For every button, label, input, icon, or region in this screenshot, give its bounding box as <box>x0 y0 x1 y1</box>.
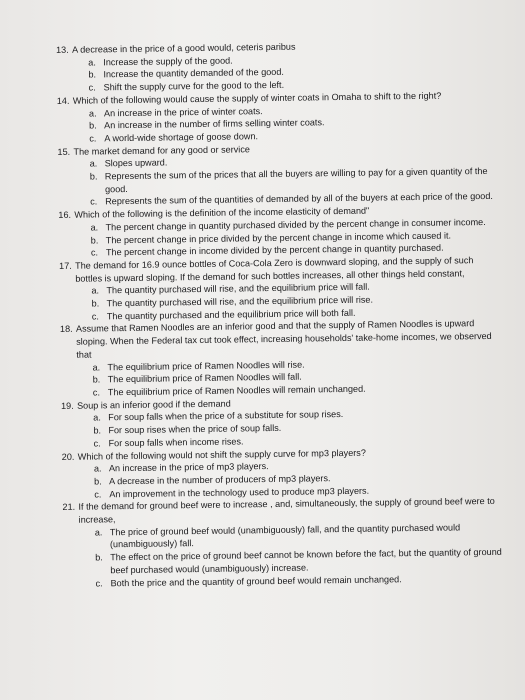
question-text: A decrease in the price of a good would, ceteris paribus <box>72 41 296 55</box>
question-text: Which of the following would cause the supply of winter coats in Omaha to shift to the right? <box>72 90 442 106</box>
question-list <box>56 38 503 590</box>
option-letter: b. <box>88 69 97 80</box>
option-letter: a. <box>93 463 102 474</box>
question-13 <box>56 38 496 95</box>
question-21 <box>62 495 502 590</box>
answer-options <box>59 279 498 323</box>
question-text: Which of the following would not shift the supply curve for mp3 players? <box>77 447 366 462</box>
option-letter: b. <box>89 171 98 182</box>
option-text: Slopes upward. <box>104 157 168 169</box>
option-text: The equilibrium price of Ramen Noodles will remain unchanged. <box>107 383 366 398</box>
option-letter: a. <box>88 107 97 119</box>
option-letter: b. <box>92 374 101 385</box>
question-17 <box>59 254 499 324</box>
option-letter: a. <box>94 527 103 538</box>
answer-options <box>60 355 499 399</box>
question-text: If the demand for ground beef were to increase , and, simultaneously, the supply of ground beef were to increase, <box>78 496 495 525</box>
option-letter: a. <box>89 158 98 169</box>
question-text: The market demand for any good or service <box>73 143 250 157</box>
option-text: A world-wide shortage of goose down. <box>104 131 259 144</box>
answer-options <box>58 216 497 260</box>
answer-options <box>61 406 500 450</box>
option-letter: a. <box>93 412 101 423</box>
option-letter: a. <box>92 361 101 373</box>
option-letter: b. <box>94 476 102 487</box>
option-letter: c. <box>95 577 103 589</box>
question-number: 18. <box>59 324 73 335</box>
option-text: Represents the sum of the prices that all the buyers are willing to pay for a given quantity of the good. <box>104 166 488 195</box>
option-text: Shift the supply curve for the good to the left. <box>103 79 285 93</box>
option-letter: c. <box>89 133 97 144</box>
question-number: 16. <box>58 209 72 221</box>
question-15 <box>57 139 497 209</box>
option-text: The percent change in quantity purchased divided by the percent change in consumer income. <box>105 216 486 233</box>
question-18 <box>60 317 500 399</box>
option-text: Increase the supply of the good. <box>103 55 233 68</box>
question-number: 15. <box>57 146 71 157</box>
question-number: 19. <box>60 400 74 411</box>
option-letter: a. <box>91 285 100 296</box>
question-20 <box>62 444 502 501</box>
option-letter: b. <box>91 298 100 309</box>
option-letter: c. <box>88 82 96 93</box>
question-number: 17. <box>59 260 72 271</box>
answer-options <box>63 521 503 591</box>
option-text: The equilibrium price of Ramen Noodles will fall. <box>107 371 302 385</box>
option-text: An increase in the price of winter coats. <box>103 105 263 118</box>
answer-options <box>62 457 501 501</box>
option-text: For soup rises when the price of soup falls. <box>108 422 282 436</box>
option-text: The quantity purchased will rise, and the equilibrium price will fall. <box>106 282 370 296</box>
option-text: The equilibrium price of Ramen Noodles will rise. <box>107 359 305 372</box>
question-number: 21. <box>62 502 76 513</box>
option-text: Represents the sum of the quantities of demanded by all of the buyers at each price of the good. <box>105 191 493 207</box>
option-letter: c. <box>93 438 101 449</box>
question-text: Assume that Ramen Noodles are an inferior good and that the supply of Ramen Noodles is upward sloping. When the Federal tax cut took effect, increasing households' take-home incomes, we observed that <box>75 318 492 360</box>
option-text: Increase the quantity demanded of the good. <box>103 67 284 80</box>
answer-options <box>57 101 496 145</box>
option-letter: c. <box>91 311 99 322</box>
option-letter: b. <box>90 234 99 246</box>
question-text: Soup is an inferior good if the demand <box>76 398 231 411</box>
option-letter: b. <box>93 425 102 436</box>
option-text: A decrease in the number of producers of mp3 players. <box>109 473 331 487</box>
question-stem <box>60 317 499 361</box>
question-16 <box>58 203 498 260</box>
option-letter: c. <box>90 247 99 258</box>
option-text: The quantity purchased will rise, and the equilibrium price will rise. <box>106 294 374 309</box>
option-text: For soup falls when income rises. <box>108 436 244 449</box>
option-text: For soup falls when the price of a substitute for soup rises. <box>108 409 344 423</box>
question-19 <box>61 394 501 451</box>
option-letter: c. <box>92 387 101 398</box>
option-text: The price of ground beef would (unambiguously) fall, and the quantity purchased would (unambiguously) fall. <box>109 522 461 550</box>
question-number: 14. <box>56 95 70 106</box>
option-text: An improvement in the technology used to produce mp3 players. <box>109 485 370 499</box>
option-letter: c. <box>90 196 98 207</box>
option-text: The quantity purchased and the equilibrium price will both fall. <box>106 307 356 322</box>
option-text: The effect on the price of ground beef cannot be known before the fact, but the quantity of ground beef purchased would (unambiguously) increase. <box>110 546 502 576</box>
option-text: The percent change in price divided by the percent change in income which caused it. <box>105 230 452 245</box>
option-text: The percent change in income divided by the percent change in quantity purchased. <box>105 242 444 258</box>
option-letter: b. <box>89 120 97 131</box>
answer-options <box>56 51 495 95</box>
option-text: An increase in the number of firms selling winter coats. <box>104 117 325 131</box>
question-text: The demand for 16.9 ounce bottles of Coca-Cola Zero is downward sloping, and the supply of such bottles is upward sloping. If the demand for such bottles increases, all other things held constant, <box>75 255 474 284</box>
option-letter: c. <box>94 489 102 500</box>
question-number: 20. <box>61 451 75 462</box>
question-text: Which of the following is the definition of the income elasticity of demand" <box>74 205 370 220</box>
question-14 <box>57 89 497 146</box>
option-letter: a. <box>88 57 96 68</box>
answer-options <box>58 152 498 209</box>
question-number: 13. <box>56 44 69 55</box>
option-letter: b. <box>95 552 103 563</box>
option-letter: a. <box>90 222 99 233</box>
option-text: An increase in the price of mp3 players. <box>108 461 269 474</box>
option-text: Both the price and the quantity of ground beef would remain unchanged. <box>110 573 402 588</box>
